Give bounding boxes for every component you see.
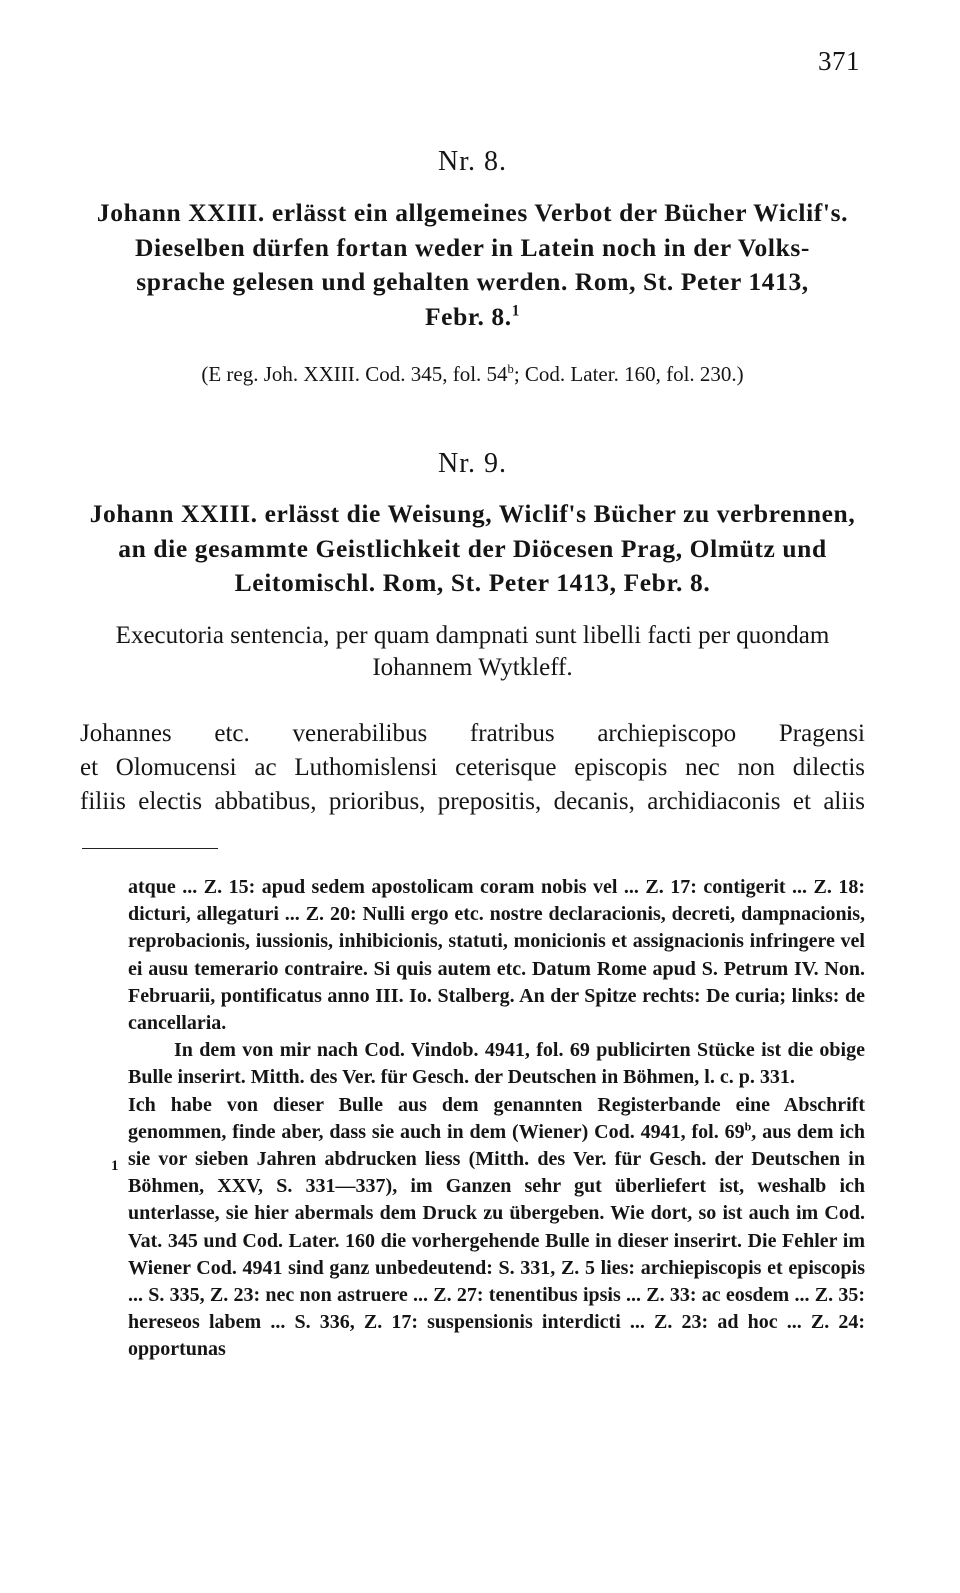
source-text: ; Cod. Later. 160, fol. 230.) — [513, 362, 744, 386]
summary-line: Johann XXIII. erlässt ein allgemeines Verbot der Bücher Wiclif's. — [96, 198, 849, 227]
body-line: filiis electis abbatibus, prioribus, prepositis, decanis, archidiaconis et aliis — [80, 788, 865, 815]
body-line: Johannes etc. venerabilibus fratribus archiepiscopo Pragensi — [80, 720, 865, 747]
footnote-superscript: b — [744, 1119, 752, 1134]
footnote-1 — [128, 1092, 865, 1364]
apparatus-notes — [128, 874, 865, 1364]
document-8-summary — [80, 196, 865, 334]
body-line: et Olomucensi ac Luthomislensi ceterisque episcopis nec non dilectis — [80, 754, 865, 781]
document-9-number: Nr. 9. — [438, 448, 507, 479]
footnote-text: Ich habe von dieser Bulle aus dem genannten Registerbande eine Abschrift genommen, finde aber, dass sie auch in dem (Wiener) Cod. 4941, fol. 69 — [128, 1093, 865, 1143]
page-number: 371 — [818, 46, 860, 76]
summary-line: Johann XXIII. erlässt die Weisung, Wiclif's Bücher zu verbrennen, — [89, 499, 856, 528]
document-9-body — [80, 717, 865, 819]
summary-line: Dieselben dürfen fortan weder in Latein noch in der Volks- — [135, 232, 810, 262]
document-8-source — [80, 362, 865, 387]
summary-text: Febr. 8. — [425, 301, 512, 331]
footnote-1-marker: 1 — [111, 1158, 119, 1174]
title-line: Iohannem Wytkleff. — [372, 654, 573, 681]
footnote-marker: 1 — [511, 302, 520, 319]
source-text: (E reg. Joh. XXIII. Cod. 345, fol. 54 — [201, 362, 508, 386]
summary-line: Leitomischl. Rom, St. Peter 1413, Febr. 8. — [234, 568, 711, 597]
summary-line-last — [80, 300, 865, 335]
title-line: Executoria sentencia, per quam dampnati sunt libelli facti per quondam — [115, 622, 830, 649]
document-9-title — [80, 620, 865, 684]
document-8-number: Nr. 8. — [438, 146, 507, 177]
source-superscript: b — [507, 362, 514, 376]
apparatus-note: In dem von mir nach Cod. Vindob. 4941, fol. 69 publicirten Stücke ist die obige Bulle inserirt. Mitth. des Ver. für Gesch. der Deutschen in Böhmen, l. c. p. 331. — [128, 1039, 865, 1089]
apparatus-note: atque ... Z. 15: apud sedem apostolicam coram nobis vel ... Z. 17: contigerit ... Z. 18: dicturi, allegaturi ... Z. 20: Nulli ergo etc. nostre declaracionis, decreti, dampnacionis, reprobacionis, iussionis, inhibicionis, statuti, monicionis et assignacionis infringere vel ei ausu temerario contraire. Si quis autem etc. Datum Rome apud S. Petrum IV. Non. Februarii, pontificatus anno III. Io. Stalberg. An der Spitze rechts: De curia; links: de cancellaria. — [128, 876, 865, 1035]
summary-line: an die gesammte Geistlichkeit der Diöcesen Prag, Olmütz und — [118, 533, 827, 563]
footnote-text: , aus dem ich sie vor sieben Jahren abdrucken liess (Mitth. des Ver. für Gesch. der Deutschen in Böhmen, XXV, S. 331—337), im Ganzen sehr gut überliefert ist, weshalb ich unterlasse, sie hier abermals dem Druck zu übergeben. Wie dort, so ist auch im Cod. Vat. 345 und Cod. Later. 160 die vorhergehende Bulle in dieser inserirt. Die Fehler im Wiener Cod. 4941 sind ganz unbedeutend: S. 331, Z. 5 lies: archiepiscopis et episcopis ... S. 335, Z. 23: nec non astruere ... Z. 27: tenentibus ipsis ... Z. 33: ac eosdem ... Z. 35: hereseos labem ... S. 336, Z. 17: suspensionis interdicti ... Z. 23: ad hoc ... Z. 24: opportunas — [128, 1120, 866, 1361]
document-9-summary — [80, 497, 865, 601]
footnote-divider — [82, 848, 218, 849]
summary-line: sprache gelesen und gehalten werden. Rom, St. Peter 1413, — [136, 267, 809, 296]
